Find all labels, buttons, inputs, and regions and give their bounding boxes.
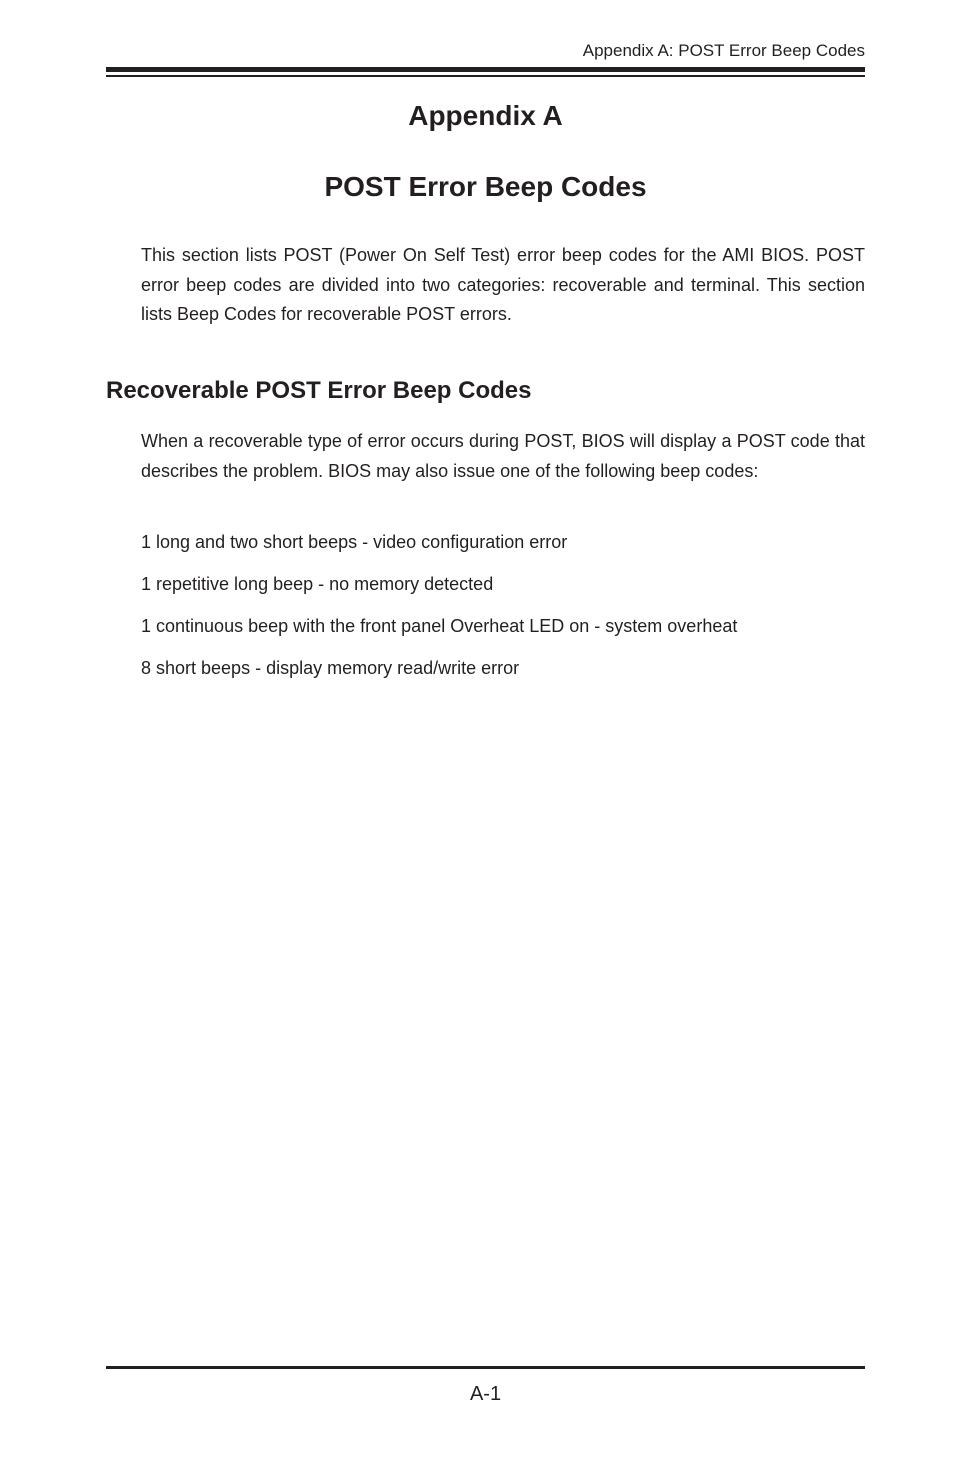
appendix-title: POST Error Beep Codes bbox=[324, 171, 647, 202]
running-header: Appendix A: POST Error Beep Codes bbox=[582, 41, 865, 60]
beep-code-list bbox=[141, 528, 865, 696]
beep-code-item: 1 repetitive long beep - no memory detected bbox=[141, 574, 494, 594]
appendix-label: Appendix A bbox=[408, 100, 563, 131]
beep-code-item: 1 continuous beep with the front panel Overheat LED on - system overheat bbox=[141, 616, 738, 636]
page-number: A-1 bbox=[469, 1383, 502, 1405]
header-rule-thin bbox=[106, 75, 865, 77]
footer-rule bbox=[106, 1366, 865, 1369]
beep-code-item: 1 long and two short beeps - video configuration error bbox=[141, 532, 568, 552]
beep-code-item: 8 short beeps - display memory read/write error bbox=[141, 658, 520, 678]
section-heading: Recoverable POST Error Beep Codes bbox=[106, 377, 532, 404]
section-paragraph: When a recoverable type of error occurs during POST, BIOS will display a POST code that describes the problem. BIOS may also issue one of the following beep codes: bbox=[141, 431, 865, 481]
header-rule-thick bbox=[106, 67, 865, 72]
intro-paragraph: This section lists POST (Power On Self Test) error beep codes for the AMI BIOS. POST error beep codes are divided into two categories: recoverable and terminal. This section lists Beep Codes for recoverable POST errors. bbox=[141, 245, 865, 324]
